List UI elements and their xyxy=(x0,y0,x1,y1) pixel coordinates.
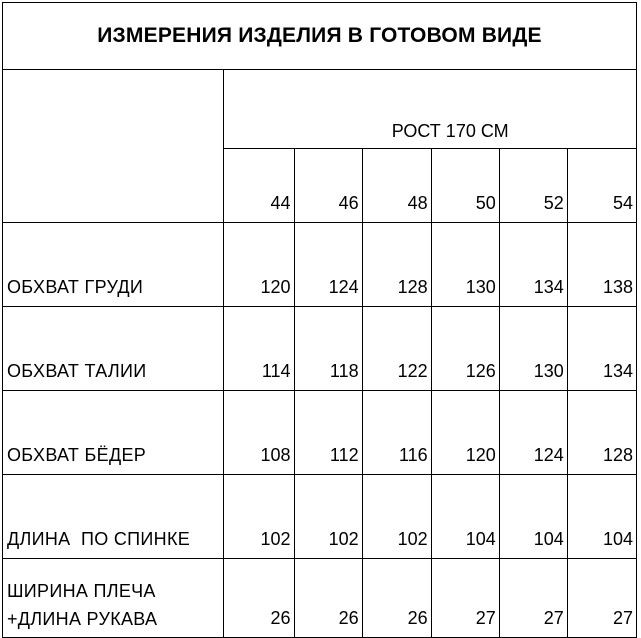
value-cell: 118 xyxy=(294,307,362,391)
value-cell: 130 xyxy=(499,307,567,391)
value-cell: 130 xyxy=(431,223,499,307)
row-label-line: ШИРИНА ПЛЕЧА xyxy=(7,581,156,601)
value-cell: 128 xyxy=(567,391,636,475)
value-cell: 120 xyxy=(431,391,499,475)
table-title: ИЗМЕРЕНИЯ ИЗДЕЛИЯ В ГОТОВОМ ВИДЕ xyxy=(3,3,637,70)
table-row xyxy=(3,559,637,638)
value-cell: 122 xyxy=(362,307,431,391)
value-cell: 112 xyxy=(294,391,362,475)
value-cell: 104 xyxy=(499,475,567,559)
height-row xyxy=(3,70,637,149)
row-label: ДЛИНА ПО СПИНКЕ xyxy=(3,475,224,559)
size-cell: 54 xyxy=(567,149,636,223)
value-cell: 116 xyxy=(362,391,431,475)
value-cell: 27 xyxy=(499,559,567,638)
row-label: ОБХВАТ БЁДЕР xyxy=(3,391,224,475)
value-cell: 26 xyxy=(294,559,362,638)
value-cell: 114 xyxy=(224,307,294,391)
size-cell: 48 xyxy=(362,149,431,223)
value-cell: 134 xyxy=(567,307,636,391)
row-label xyxy=(3,559,224,638)
table-row xyxy=(3,307,637,391)
row-label: ОБХВАТ ТАЛИИ xyxy=(3,307,224,391)
table-row xyxy=(3,391,637,475)
value-cell: 27 xyxy=(431,559,499,638)
table-row xyxy=(3,223,637,307)
value-cell: 120 xyxy=(224,223,294,307)
value-cell: 102 xyxy=(224,475,294,559)
value-cell: 134 xyxy=(499,223,567,307)
value-cell: 138 xyxy=(567,223,636,307)
size-chart-table xyxy=(2,2,637,638)
size-cell: 52 xyxy=(499,149,567,223)
title-row xyxy=(3,3,637,70)
table-row xyxy=(3,475,637,559)
header-blank-cell xyxy=(3,70,224,223)
value-cell: 126 xyxy=(431,307,499,391)
value-cell: 26 xyxy=(362,559,431,638)
size-cell: 44 xyxy=(224,149,294,223)
value-cell: 128 xyxy=(362,223,431,307)
value-cell: 104 xyxy=(567,475,636,559)
value-cell: 26 xyxy=(224,559,294,638)
row-label: ОБХВАТ ГРУДИ xyxy=(3,223,224,307)
value-cell: 124 xyxy=(294,223,362,307)
row-label-line: +ДЛИНА РУКАВА xyxy=(7,609,158,629)
value-cell: 102 xyxy=(362,475,431,559)
height-header: РОСТ 170 СМ xyxy=(224,70,637,149)
value-cell: 108 xyxy=(224,391,294,475)
size-cell: 50 xyxy=(431,149,499,223)
value-cell: 104 xyxy=(431,475,499,559)
value-cell: 102 xyxy=(294,475,362,559)
size-cell: 46 xyxy=(294,149,362,223)
value-cell: 27 xyxy=(567,559,636,638)
value-cell: 124 xyxy=(499,391,567,475)
